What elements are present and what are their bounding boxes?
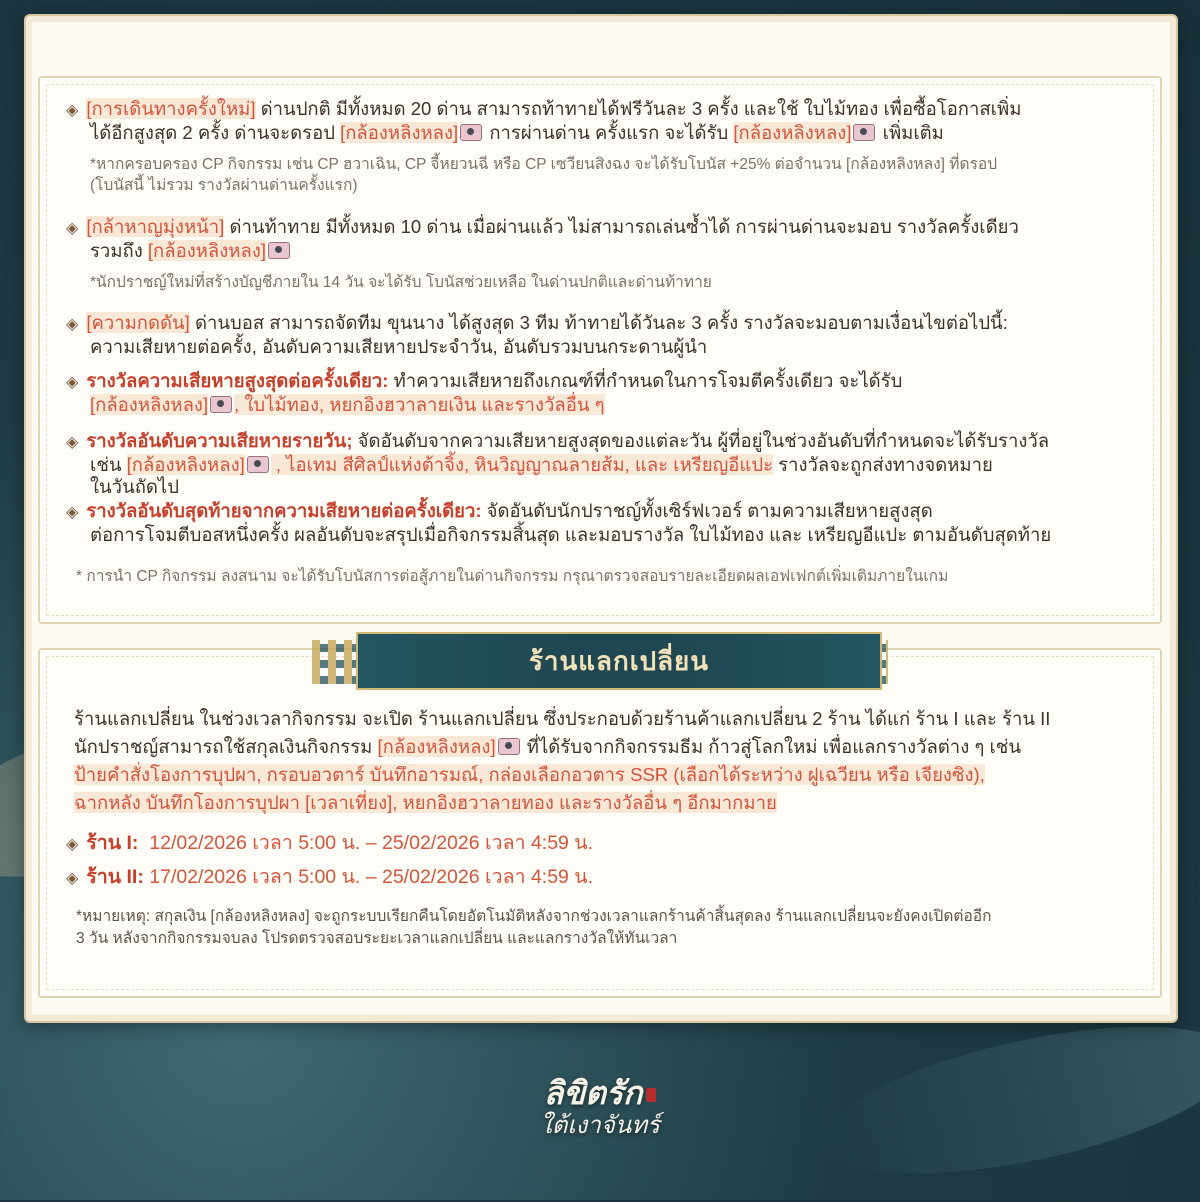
rule-text: ด่านปกติ มีทั้งหมด 20 ด่าน สามารถท้าทายได้ฟรีวันละ 3 ครั้ง และใช้ ใบไม้ทอง เพื่อซื้อโอกาสเพิ่ม: [255, 98, 1022, 119]
rule-note: *หากครอบครอง CP กิจกรรม เช่น CP ฮวาเฉิน, CP จี้หยวนฉี หรือ CP เซวียนสิงฉง จะได้รับโบนัส +25% ต่อจำนวน [กล้องหลิงหลง] ที่ดรอป: [90, 156, 998, 173]
item-list: , ใบไม้ทอง, หยกอิงฮวาลายเงิน และรางวัลอื่น ๆ: [234, 394, 605, 415]
rule-note: (โบนัสนี้ ไม่รวม รางวัลผ่านด่านครั้งแรก): [90, 177, 358, 194]
rule-title: [กล้าหาญมุ่งหน้า]: [86, 216, 225, 237]
rule-text: ความเสียหายต่อครั้ง, อันดับความเสียหายประจำวัน, อันดับรวมบนกระดานผู้นำ: [90, 336, 708, 357]
reward-title: รางวัลอันดับความเสียหายรายวัน;: [86, 430, 353, 451]
seal-icon: [646, 1088, 656, 1102]
rule-note: *นักปราชญ์ใหม่ที่สร้างบัญชีภายใน 14 วัน จะได้รับ โบนัสช่วยเหลือ ในด่านปกติและด่านท้าทาย: [90, 274, 712, 291]
camera-icon: [853, 124, 875, 141]
shop-label: ร้าน II:: [86, 866, 144, 888]
rule-text: ด่านบอส สามารถจัดทีม ขุนนาง ได้สูงสุด 3 ทีม ท้าทายได้วันละ 3 ครั้ง รางวัลจะมอบตามเงื่อนไขต่อไปนี้:: [189, 312, 1008, 333]
rule-text: ต่อการโจมตีบอสหนึ่งครั้ง ผลอันดับจะสรุปเมื่อกิจกรรมสิ้นสุด และมอบรางวัล ใบไม้ทอง และ เหรียญอีแปะ ตามอันดับสุดท้าย: [90, 524, 1052, 545]
item-list: , ไอเทม สีศิลป์แห่งต้าจิ้ง, หินวิญญาณลายส้ม, และ เหรียญอีแปะ: [270, 454, 774, 475]
rule-challenge-stage: [66, 216, 1146, 293]
reward-title: รางวัลความเสียหายสูงสุดต่อครั้งเดียว:: [86, 370, 389, 391]
diamond-bullet-icon: ◈: [66, 316, 79, 333]
diamond-bullet-icon: ◈: [66, 220, 79, 237]
shop-description: [74, 708, 1154, 814]
rule-text: จัดอันดับนักปราชญ์ทั้งเซิร์ฟเวอร์ ตามความเสียหายสูงสุด: [481, 500, 933, 521]
diamond-bullet-icon: ◈: [66, 374, 79, 391]
shop-2-period: [66, 866, 1146, 890]
shop-1-period: [66, 832, 1146, 856]
rule-normal-stage: [66, 98, 1146, 196]
rule-text: รางวัลจะถูกส่งทางจดหมาย: [773, 454, 993, 475]
rule-text: รวมถึง: [90, 240, 148, 261]
reward-daily-rank: [66, 430, 1146, 498]
rule-text: จัดอันดับจากความเสียหายสูงสุดของแต่ละวัน ผู้ที่อยู่ในช่วงอันดับที่กำหนดจะได้รับรางวัล: [352, 430, 1050, 451]
rule-boss-stage: [66, 312, 1146, 358]
diamond-bullet-icon: ◈: [66, 102, 79, 119]
reward-title: รางวัลอันดับสุดท้ายจากความเสียหายต่อครั้งเดียว:: [86, 500, 482, 521]
shop-label: ร้าน I:: [86, 832, 139, 854]
diamond-bullet-icon: ◈: [66, 504, 79, 521]
camera-icon: [210, 396, 232, 413]
item-name: [กล้องหลิงหลง]: [340, 122, 459, 143]
footnote: * การนำ CP กิจกรรม ลงสนาม จะได้รับโบนัสการต่อสู้ภายในด่านกิจกรรม กรุณาตรวจสอบรายละเอียดผลเอฟเฟกต์เพิ่มเติมภายในเกม: [76, 568, 949, 585]
item-name: [กล้องหลิงหลง]: [147, 240, 266, 261]
rule-text: ได้อีกสูงสุด 2 ครั้ง ด่านจะดรอป: [90, 122, 341, 143]
camera-icon: [247, 456, 269, 473]
shop-note: *หมายเหตุ: สกุลเงิน [กล้องหลิงหลง] จะถูกระบบเรียกคืนโดยอัตโนมัติหลังจากช่วงเวลาแลกร้านค้าสิ้นสุดลง ร้านแลกเปลี่ยนจะยังคงเปิดต่ออีก: [76, 908, 992, 925]
rule-title: [ความกดดัน]: [86, 312, 190, 333]
rule-title: [การเดินทางครั้งใหม่]: [86, 98, 256, 119]
rule-text: เช่น: [90, 454, 127, 475]
item-name: [กล้องหลิงหลง]: [377, 736, 496, 757]
exchange-shop-banner: [356, 632, 882, 690]
logo-line2: ใต้เงาจันทร์: [540, 1111, 660, 1139]
banner-title: ร้านแลกเปลี่ยน: [528, 645, 710, 676]
rule-text: เพิ่มเติม: [877, 122, 944, 143]
item-list: ฉากหลัง บันทึกโองการบุปผา [เวลาเที่ยง], หยกอิงฮวาลายทอง และรางวัลอื่น ๆ อีกมากมาย: [74, 792, 777, 813]
game-logo: [520, 1075, 680, 1165]
rule-text: ด่านท้าทาย มีทั้งหมด 10 ด่าน เมื่อผ่านแล้ว ไม่สามารถเล่นซ้ำได้ การผ่านด่านจะมอบ รางวัลครั้งเดียว: [224, 216, 1019, 237]
item-name: [กล้องหลิงหลง]: [733, 122, 852, 143]
shop-period: 17/02/2026 เวลา 5:00 น. – 25/02/2026 เวลา 4:59 น.: [149, 866, 594, 888]
camera-icon: [460, 124, 482, 141]
diamond-bullet-icon: ◈: [66, 870, 79, 887]
shop-note: 3 วัน หลังจากกิจกรรมจบลง โปรดตรวจสอบระยะเวลาแลกเปลี่ยน และแลกรางวัลให้ทันเวลา: [76, 930, 678, 947]
item-name: [กล้องหลิงหลง]: [90, 394, 209, 415]
item-name: [กล้องหลิงหลง]: [126, 454, 245, 475]
rule-text: ในวันถัดไป: [90, 476, 179, 497]
background-decoration: [812, 998, 1200, 1202]
reward-single-hit: [66, 370, 1146, 416]
rule-text: การผ่านด่าน ครั้งแรก จะได้รับ: [484, 122, 734, 143]
shop-text: ที่ได้รับจากกิจกรรมธีม ก้าวสู่โลกใหม่ เพื่อแลกรางวัลต่าง ๆ เช่น: [521, 736, 1021, 757]
diamond-bullet-icon: ◈: [66, 434, 79, 451]
camera-icon: [498, 738, 520, 755]
shop-text: ร้านแลกเปลี่ยน ในช่วงเวลากิจกรรม จะเปิด ร้านแลกเปลี่ยน ซึ่งประกอบด้วยร้านค้าแลกเปลี่ยน 2 ร้าน ได้แก่ ร้าน I และ ร้าน II: [74, 708, 1051, 729]
shop-period: 12/02/2026 เวลา 5:00 น. – 25/02/2026 เวลา 4:59 น.: [149, 832, 594, 854]
item-list: ป้ายคำสั่งโองการบุปผา, กรอบอวตาร์ บันทึกอารมณ์, กล่องเลือกอวตาร SSR (เลือกได้ระหว่าง ฝูเฉวียน หรือ เจียงซิง),: [74, 764, 985, 785]
rule-text: ทำความเสียหายถึงเกณฑ์ที่กำหนดในการโจมตีครั้งเดียว จะได้รับ: [388, 370, 903, 391]
camera-icon: [268, 242, 290, 259]
logo-line1: ลิขิตรัก: [543, 1074, 643, 1112]
shop-text: นักปราชญ์สามารถใช้สกุลเงินกิจกรรม: [74, 736, 378, 757]
diamond-bullet-icon: ◈: [66, 836, 79, 853]
reward-final-rank: [66, 500, 1146, 546]
